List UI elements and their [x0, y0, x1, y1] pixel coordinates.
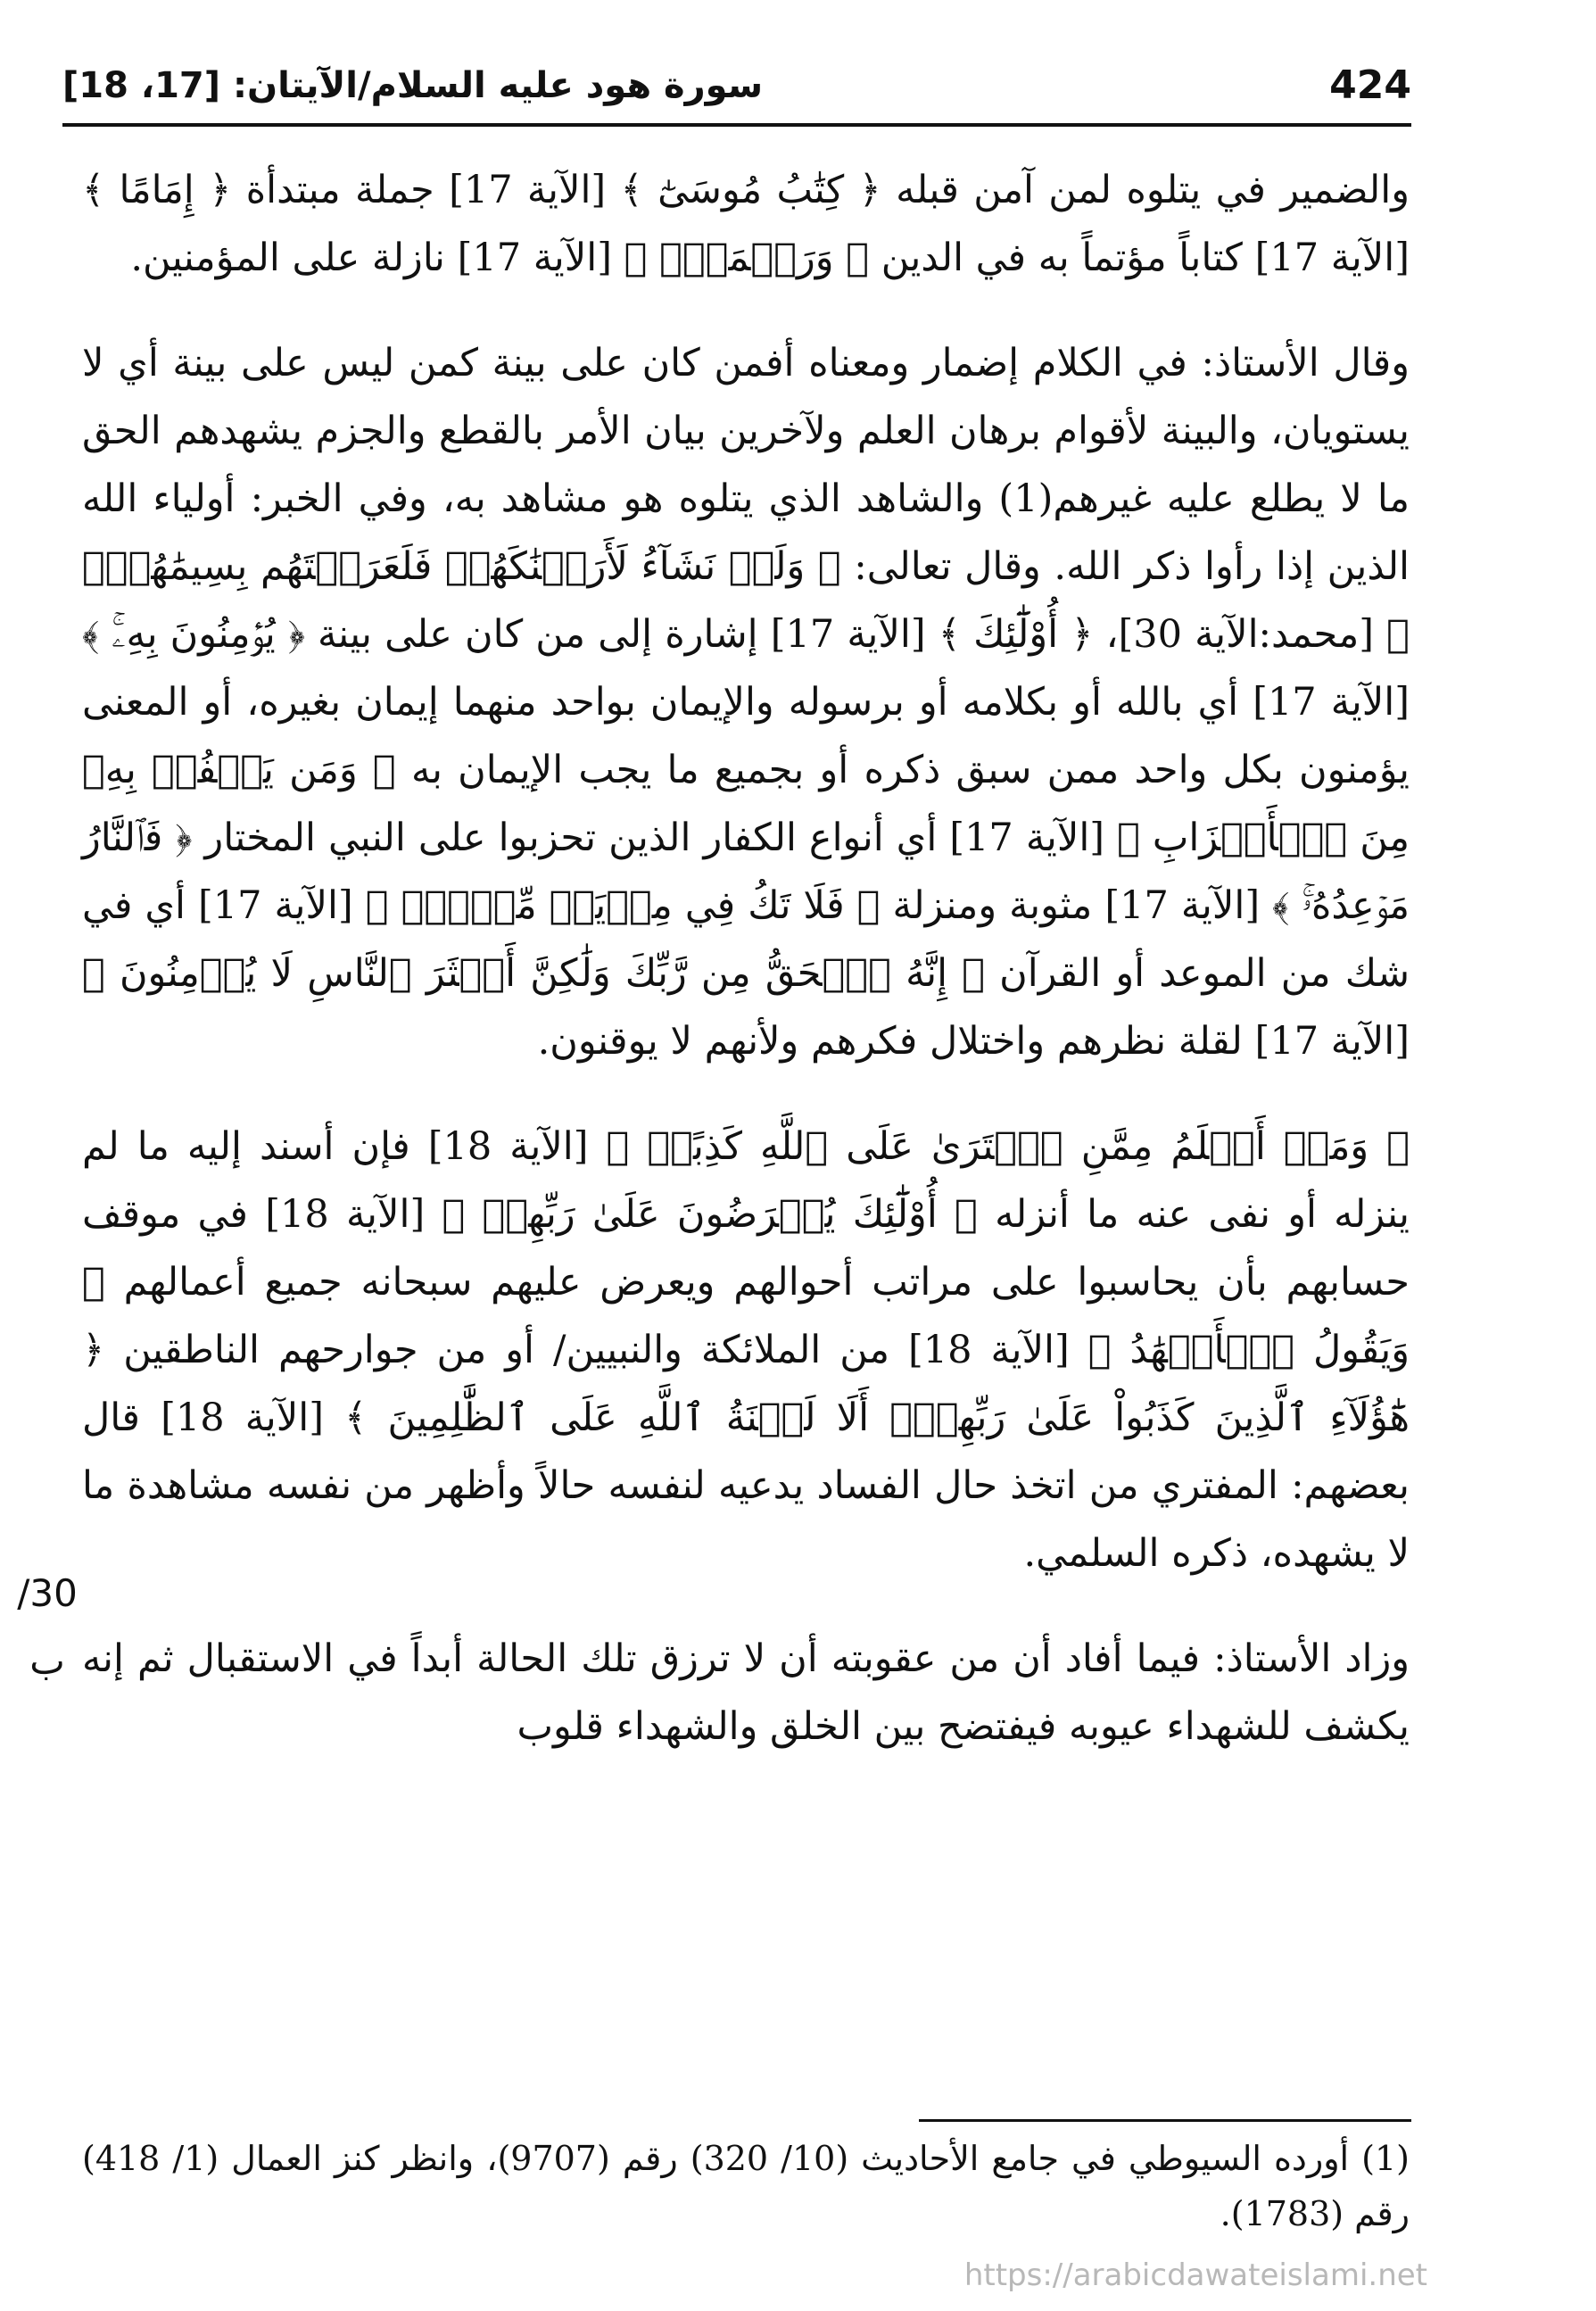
paragraph: وزاد الأستاذ: فيما أفاد أن من عقوبته أن لا ترزق تلك الحالة أبداً في الاستقبال ثم إنه يكشف للشهداء عيوبه فيفتضح بين الخلق والشهداء قلوب [82, 1636, 1410, 1749]
footnote-rule [919, 2119, 1411, 2122]
footnotes [82, 2131, 1410, 2241]
watermark: https://arabicdawateislami.net [963, 2257, 1427, 2293]
paragraph: والضمير في يتلوه لمن آمن قبله ﴿ كِتَٰبُ مُوسَىٰٓ ﴾ [الآية 17] جملة مبتدأة ﴿ إِمَامًا ﴾ [الآية 17] كتاباً مؤتماً به في الدين ﴿ وَرَحۡمَةًۚ ﴾ [الآية 17] نازلة على المؤمنين. [82, 168, 1410, 280]
body-text [82, 156, 1410, 1760]
paragraph: وقال الأستاذ: في الكلام إضمار ومعناه أفمن كان على بينة كمن ليس على بينة أي لا يستويان، والبينة لأقوام برهان العلم ولآخرين بيان الأمر بالقطع والجزم يشهدهم الحق ما لا يطلع عليه غيرهم(1) والشاهد الذي يتلوه هو مشاهد به، وفي الخبر: أولياء الله الذين إذا رأوا ذكر الله. وقال تعالى: ﴿ وَلَوۡ نَشَآءُ لَأَرَيۡنَٰكَهُمۡ فَلَعَرَفۡتَهُم بِسِيمَٰهُمۡۚ ﴾ [محمد:الآية 30]، ﴿ أُوْلَٰٓئِكَ ﴾ [الآية 17] إشارة إلى من كان على بينة ﴿ يُؤۡمِنُونَ بِهِۦۚ ﴾ [الآية 17] أي بالله أو بكلامه أو برسوله والإيمان بواحد منهما إيمان بغيره، أو المعنى يؤمنون بكل واحد ممن سبق ذكره أو بجميع ما يجب الإيمان به ﴿ وَمَن يَكۡفُرۡ بِهِۦ مِنَ ٱلۡأَحۡزَابِ ﴾ [الآية 17] أي أنواع الكفار الذين تحزبوا على النبي المختار ﴿ فَٱلنَّارُ مَوۡعِدُهُۥۚ ﴾ [الآية 17] مثوبة ومنزلة ﴿ فَلَا تَكُ فِي مِرۡيَةٖ مِّنۡهُۚ ﴾ [الآية 17] أي في شك من الموعد أو القرآن ﴿ إِنَّهُ ٱلۡحَقُّ مِن رَّبِّكَ وَلَٰكِنَّ أَكۡثَرَ ٱلنَّاسِ لَا يُؤۡمِنُونَ ﴾ [الآية 17] لقلة نظرهم واختلال فكرهم ولأنهم لا يوقنون. [82, 341, 1410, 1064]
paragraph: ﴿ وَمَنۡ أَظۡلَمُ مِمَّنِ ٱفۡتَرَىٰ عَلَى ٱللَّهِ كَذِبًاۚ ﴾ [الآية 18] فإن أسند إليه ما لم ينزله أو نفى عنه ما أنزله ﴿ أُوْلَٰٓئِكَ يُعۡرَضُونَ عَلَىٰ رَبِّهِمۡ ﴾ [الآية 18] في موقف حسابهم بأن يحاسبوا على مراتب أحوالهم ويعرض عليهم سبحانه جميع أعمالهم ﴿ وَيَقُولُ ٱلۡأَشۡهَٰدُ ﴾ [الآية 18] من الملائكة والنبيين/ أو من جوارحهم الناطقين ﴿ هَٰٓؤُلَآءِ ٱلَّذِينَ كَذَبُواْ عَلَىٰ رَبِّهِمۡۚ أَلَا لَعۡنَةُ ٱللَّهِ عَلَى ٱلظَّٰلِمِينَ ﴾ [الآية 18] قال بعضهم: المفتري من اتخذ حال الفساد يدعيه لنفسه حالاً وأظهر من نفسه مشاهدة ما لا يشهده، ذكره السلمي. [82, 1124, 1410, 1576]
running-title: سورة هود عليه السلام/الآيتان: [17، 18] [62, 65, 764, 106]
footnote: (1) أورده السيوطي في جامع الأحاديث (10/ 320) رقم (9707)، وانظر كنز العمال (1/ 418) رقم (1783). [82, 2139, 1410, 2233]
page-number: 424 [1329, 62, 1411, 108]
header-rule [62, 123, 1411, 127]
page-header [62, 59, 1411, 112]
margin-folio-note: 30/ب [17, 1571, 78, 1683]
